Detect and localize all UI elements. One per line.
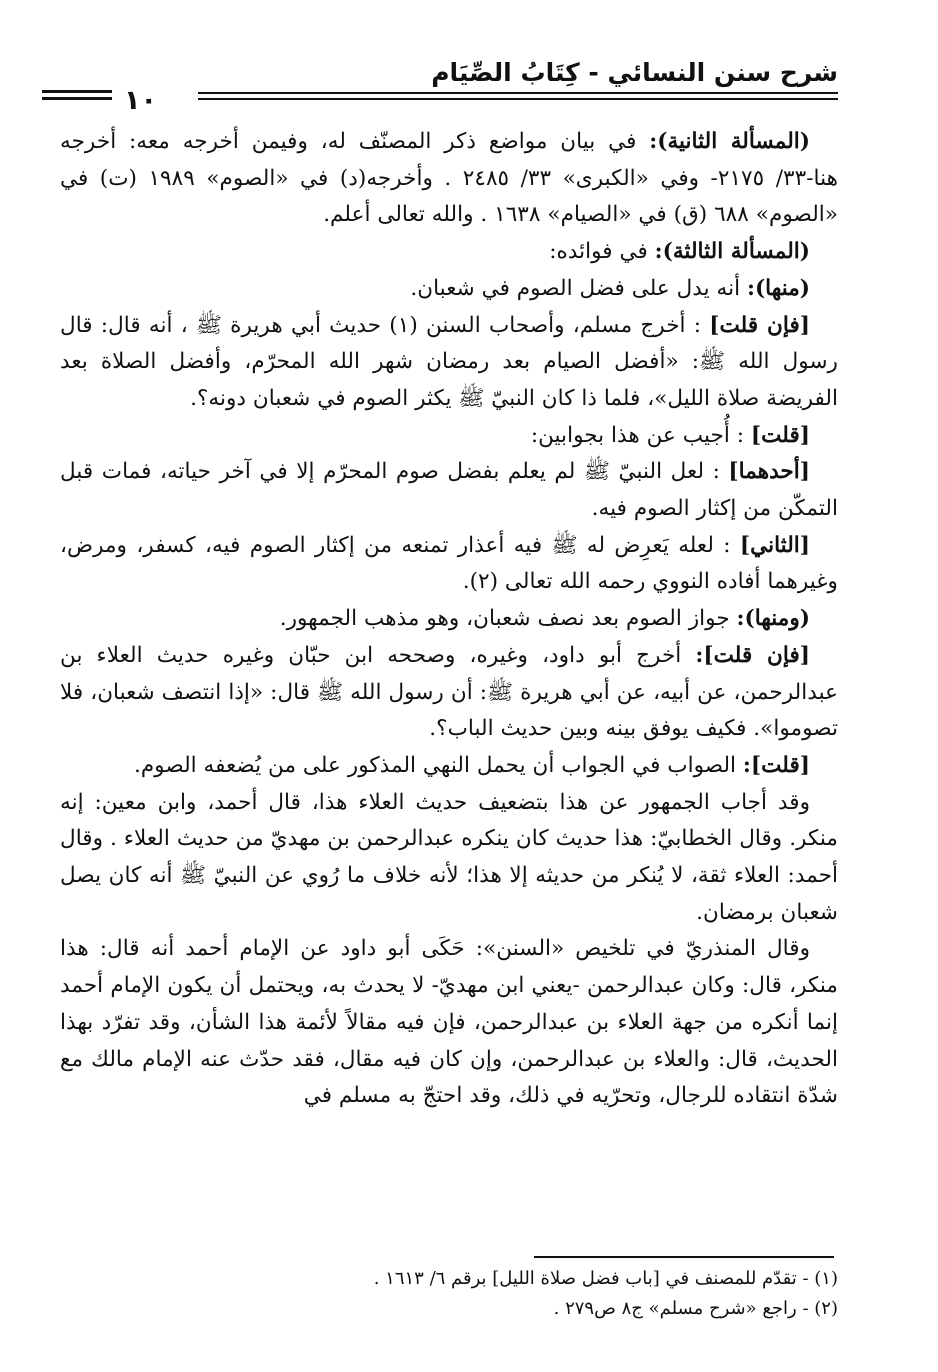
- paragraph-text: الصواب في الجواب أن يحمل النهي المذكور على من يُضعفه الصوم.: [133, 752, 743, 778]
- paragraph: [60, 748, 838, 785]
- page-body: [60, 124, 838, 1115]
- page-number-rule: [42, 90, 112, 93]
- paragraph: [60, 638, 838, 748]
- paragraph-lead: (المسألة الثانية):: [649, 129, 811, 154]
- paragraph-text: : أخرج مسلم، وأصحاب السنن (١) حديث أبي هريرة ﷺ ، أنه قال: قال رسول الله ﷺ: «أفضل الصيام بعد رمضان شهر الله المحرّم، وأفضل الصلاة بعد الفريضة صلاة الليل»، فلما ذا كان النبيّ ﷺ يكثر الصوم في شعبان دونه؟.: [60, 312, 838, 411]
- footnotes: [60, 1264, 838, 1324]
- paragraph-lead: [فإن قلت]:: [695, 642, 811, 668]
- paragraph: [60, 234, 838, 271]
- paragraph-text: أنه يدل على فضل الصوم في شعبان.: [410, 275, 747, 301]
- paragraph: [60, 528, 838, 601]
- paragraph: [60, 601, 838, 638]
- paragraph: [60, 124, 838, 234]
- page-number-rule: [42, 97, 112, 100]
- paragraph-lead: [قلت]: [750, 422, 810, 448]
- paragraph-lead: (المسألة الثالثة):: [654, 239, 810, 265]
- paragraph-text: : لعله يَعرِض له ﷺ فيه أعذار تمنعه من إكثار الصوم فيه، كسفر، ومرض، وغيرهما أفاده النووي رحمه الله تعالى (٢).: [60, 532, 838, 595]
- paragraph: [60, 931, 838, 1115]
- paragraph-text: وقد أجاب الجمهور عن هذا بتضعيف حديث العلاء هذا، قال أحمد، وابن معين: إنه منكر. وقال الخطابيّ: هذا حديث كان ينكره عبدالرحمن بن مهديّ من حديث العلاء . وقال أحمد: العلاء ثقة، لا يُنكر من حديثه إلا هذا؛ لأنه خلاف ما رُوي عن النبيّ ﷺ أنه كان يصل شعبان برمضان.: [60, 789, 838, 925]
- paragraph-text: في بيان مواضع ذكر المصنّف له، وفيمن أخرجه معه: أخرجه هنا-٣٣/ ٢١٧٥- وفي «الكبرى» ٣٣/ ٢٤٨٥ . وأخرجه(د) في «الصوم» ١٩٨٩ (ت) في «الصوم» ٦٨٨ (ق) في «الصيام» ١٦٣٨ . والله تعالى أعلم.: [60, 129, 838, 228]
- paragraph: [60, 418, 838, 455]
- paragraph-lead: (ومنها):: [736, 606, 810, 632]
- book-title: شرح سنن النسائي - كِتَابُ الصِّيَام: [431, 58, 838, 87]
- paragraph-lead: [الثاني]: [739, 532, 810, 558]
- footnote: (٢) - راجع «شرح مسلم» ج٨ ص٢٧٩ .: [553, 1298, 838, 1319]
- paragraph-text: أخرج أبو داود، وغيره، وصححه ابن حبّان وغيره حديث العلاء بن عبدالرحمن، عن أبيه، عن أبي هريرة ﷺ: أن رسول الله ﷺ قال: «إذا انتصف شعبان، فلا تصوموا». فكيف يوفق بينه وبين حديث الباب؟.: [60, 642, 838, 742]
- paragraph-text: في فوائده:: [549, 239, 655, 265]
- paragraph-text: : أُجيب عن هذا بجوابين:: [530, 422, 751, 448]
- paragraph-text: : لعل النبيّ ﷺ لم يعلم بفضل صوم المحرّم إلا في آخر حياته، فمات قبل التمكّن من إكثار الصوم فيه.: [60, 459, 838, 522]
- page-number: ١٠: [124, 85, 157, 116]
- paragraph-lead: [أحدهما]: [728, 459, 810, 485]
- page-header: [42, 50, 838, 116]
- footnote-separator: [534, 1256, 834, 1258]
- header-rule: [198, 98, 838, 100]
- paragraph-lead: [قلت]:: [742, 752, 810, 778]
- paragraph-lead: (منها):: [746, 275, 810, 301]
- paragraph: [60, 454, 838, 527]
- footnote: (١) - تقدّم للمصنف في [باب فضل صلاة الليل] برقم ٦/ ١٦١٣ .: [373, 1268, 838, 1289]
- header-rule: [198, 92, 838, 94]
- paragraph-text: وقال المنذريّ في تلخيص «السنن»: حَكَى أبو داود عن الإمام أحمد أنه قال: هذا منكر، قال: وكان عبدالرحمن -يعني ابن مهديّ- لا يحدث به، ويحتمل أن يكون الإمام أحمد إنما أنكره من جهة العلاء بن عبدالرحمن، فإن فيه مقالاً لأئمة هذا الشأن، وقد تفرّد بهذا الحديث، قال: والعلاء بن عبدالرحمن، وإن كان فيه مقال، فقد حدّث عنه الإمام مالك مع شدّة انتقاده للرجال، وتحرّيه في ذلك، وقد احتجّ به مسلم في: [60, 936, 838, 1109]
- paragraph: [60, 308, 838, 418]
- paragraph-text: جواز الصوم بعد نصف شعبان، وهو مذهب الجمهور.: [279, 606, 737, 632]
- paragraph-lead: [فإن قلت]: [709, 312, 811, 338]
- paragraph: [60, 785, 838, 932]
- paragraph: [60, 271, 838, 308]
